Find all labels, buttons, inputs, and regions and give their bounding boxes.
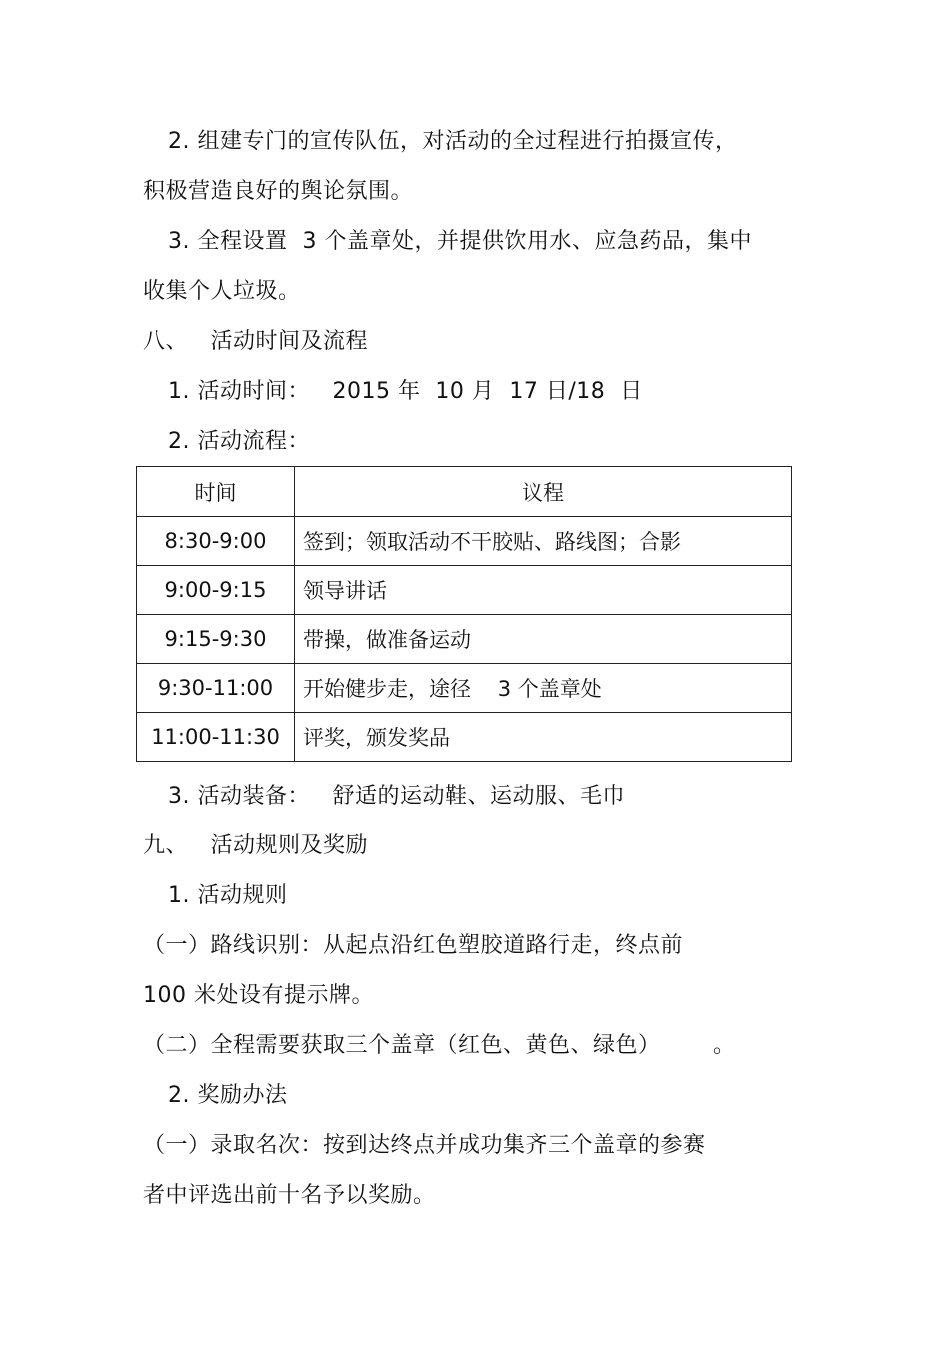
table-row	[137, 664, 792, 713]
para-publicity-team-cont: 积极营造良好的舆论氛围。	[143, 179, 414, 204]
row-agenda: 评奖，颁发奖品	[295, 713, 792, 762]
para-stamp-points: 3. 全程设置 3 个盖章处，并提供饮用水、应急药品，集中	[168, 229, 752, 254]
activity-flow-label: 2. 活动流程：	[168, 429, 310, 454]
row-agenda: 开始健步走，途径 3 个盖章处	[295, 664, 792, 713]
section-heading-8: 八、 活动时间及流程	[143, 329, 368, 354]
row-agenda: 带操，做准备运动	[295, 615, 792, 664]
para-stamp-points-cont: 收集个人垃圾。	[143, 279, 301, 304]
table-row	[137, 517, 792, 566]
table-header-row	[137, 467, 792, 517]
rules-heading: 1. 活动规则	[168, 883, 288, 908]
rule-route-cont: 100 米处设有提示牌。	[143, 983, 374, 1008]
row-time: 9:30-11:00	[137, 664, 295, 713]
rule-stamps: （二）全程需要获取三个盖章（红色、黄色、绿色） 。	[143, 1033, 736, 1058]
row-time: 9:00-9:15	[137, 566, 295, 615]
reward-ranking: （一）录取名次：按到达终点并成功集齐三个盖章的参赛	[143, 1133, 706, 1158]
agenda-table	[136, 466, 792, 762]
activity-equipment: 3. 活动装备： 舒适的运动鞋、运动服、毛巾	[168, 784, 625, 809]
header-time: 时间	[137, 467, 295, 517]
section-heading-9: 九、 活动规则及奖励	[143, 833, 368, 858]
rule-route: （一）路线识别：从起点沿红色塑胶道路行走，终点前	[143, 933, 684, 958]
row-time: 9:15-9:30	[137, 615, 295, 664]
table-row	[137, 566, 792, 615]
table-row	[137, 615, 792, 664]
reward-ranking-cont: 者中评选出前十名予以奖励。	[143, 1183, 436, 1208]
para-publicity-team: 2. 组建专门的宣传队伍，对活动的全过程进行拍摄宣传，	[168, 129, 738, 154]
row-agenda: 领导讲话	[295, 566, 792, 615]
header-agenda: 议程	[295, 467, 792, 517]
row-time: 8:30-9:00	[137, 517, 295, 566]
row-agenda: 签到；领取活动不干胶贴、路线图；合影	[295, 517, 792, 566]
table-row	[137, 713, 792, 762]
rewards-heading: 2. 奖励办法	[168, 1083, 288, 1108]
row-time: 11:00-11:30	[137, 713, 295, 762]
activity-time: 1. 活动时间： 2015 年 10 月 17 日/18 日	[168, 379, 643, 404]
